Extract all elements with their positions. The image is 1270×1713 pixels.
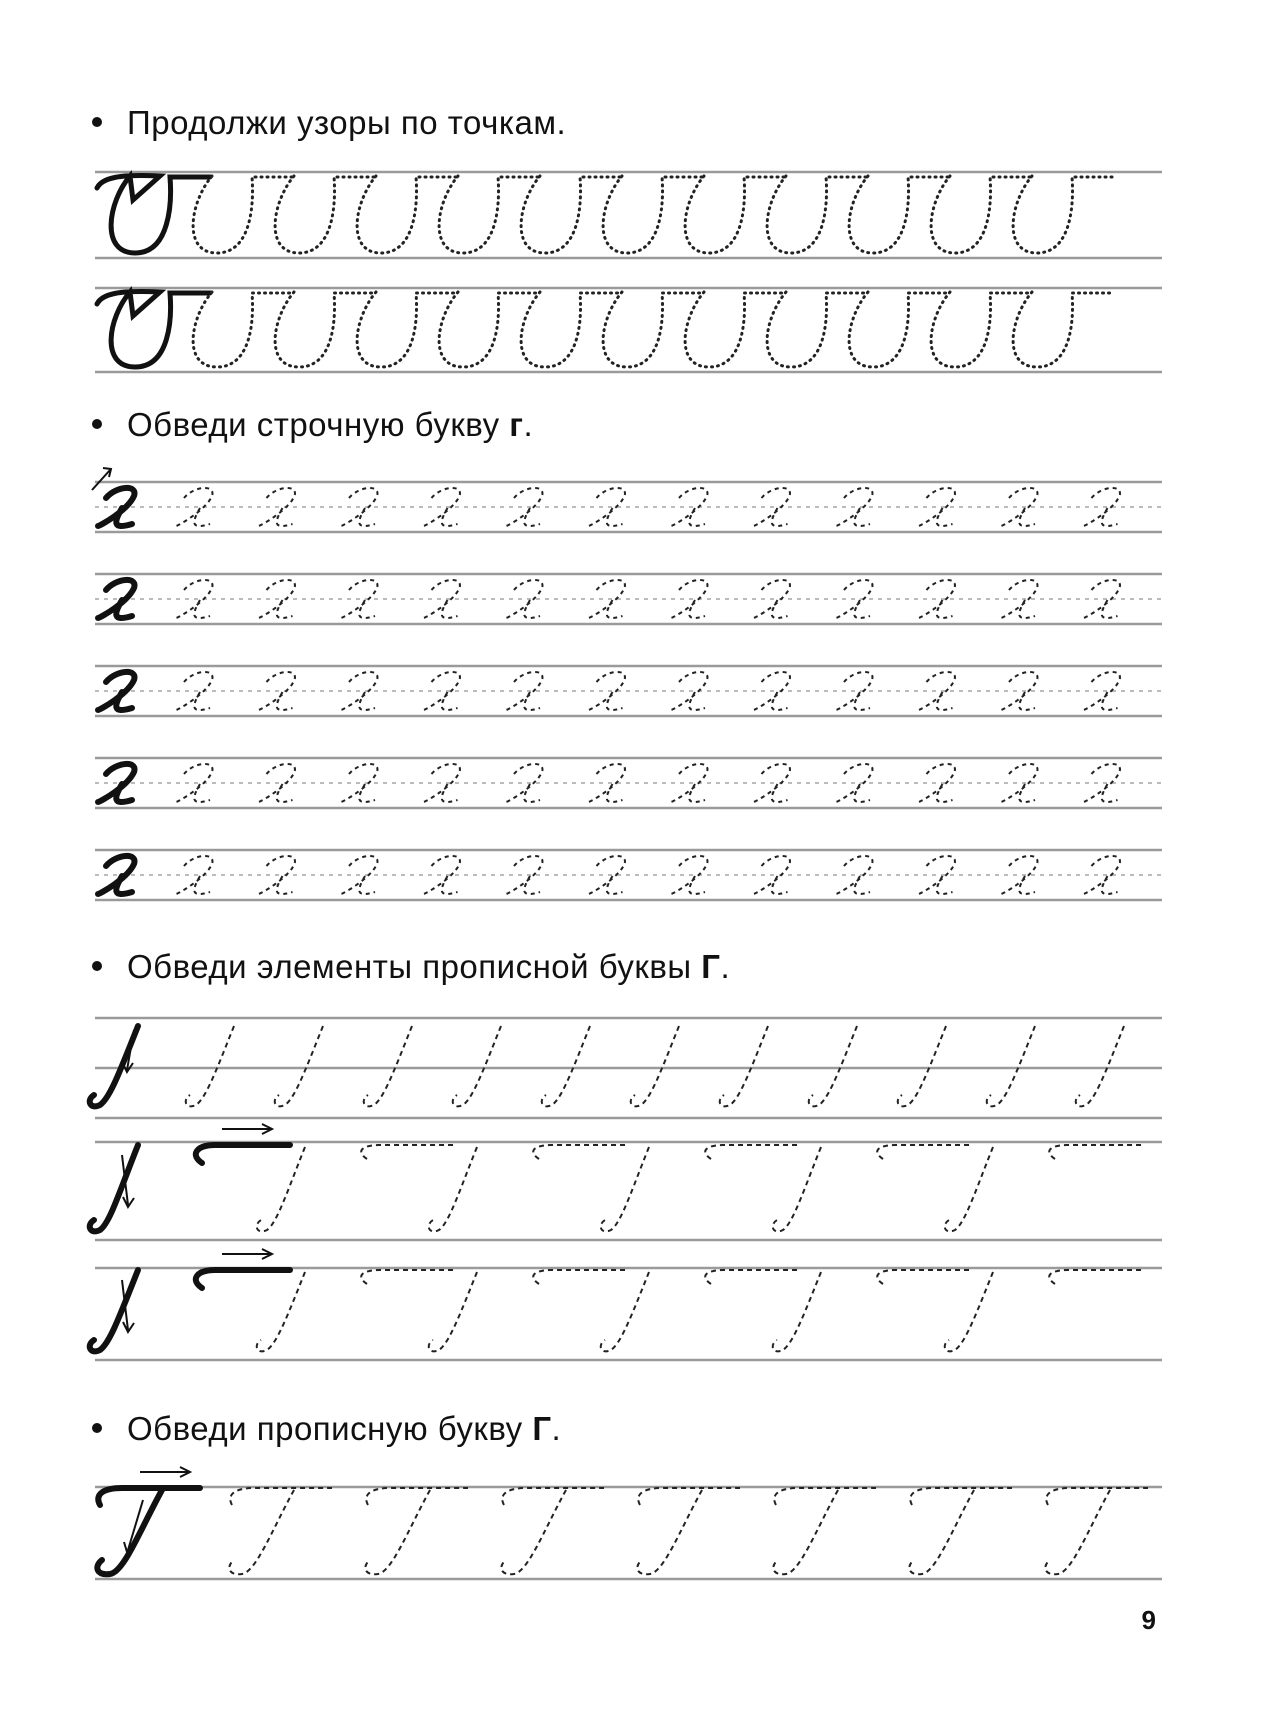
dashed-stem <box>186 1026 234 1106</box>
dashed-uppercase-g <box>773 1488 876 1574</box>
instruction-text: Обведи строчную букву <box>127 406 510 443</box>
instruction-end: . <box>523 406 534 443</box>
solid-stem-sample <box>90 1270 138 1351</box>
right-arrow-icon <box>222 1124 272 1134</box>
dashed-stem <box>429 1147 477 1231</box>
dashed-stem <box>809 1026 857 1106</box>
dashed-stem <box>275 1026 323 1106</box>
dashed-top-stroke <box>533 1270 629 1284</box>
solid-stem-sample <box>90 1145 138 1231</box>
dashed-top-stroke <box>1049 1145 1145 1159</box>
dashed-stem <box>601 1147 649 1231</box>
instruction-end: . <box>551 1410 562 1447</box>
dashed-top-stroke <box>877 1270 973 1284</box>
dashed-stem <box>542 1026 590 1106</box>
solid-top-stroke-sample <box>196 1270 290 1288</box>
uppercase-g-elements-tracing <box>90 1026 1145 1351</box>
loop-patterns <box>97 176 1112 368</box>
ruled-lines <box>95 172 1162 1579</box>
dashed-top-stroke <box>877 1145 973 1159</box>
dashed-stem <box>945 1272 993 1351</box>
solid-top-stroke-sample <box>196 1145 290 1163</box>
dashed-uppercase-g <box>909 1488 1012 1574</box>
right-arrow-icon <box>222 1249 272 1259</box>
dotted-loop-pattern <box>1013 176 1112 253</box>
dashed-uppercase-g <box>637 1488 740 1574</box>
instruction-text: Обведи элементы прописной буквы <box>127 948 702 985</box>
dashed-top-stroke <box>533 1145 629 1159</box>
dashed-stem <box>987 1026 1035 1106</box>
solid-uppercase-g-sample <box>97 1488 200 1574</box>
dashed-stem <box>945 1147 993 1231</box>
instruction-letter: Г <box>701 948 721 985</box>
dashed-top-stroke <box>361 1270 457 1284</box>
instruction-end: . <box>720 948 731 985</box>
dashed-stem <box>601 1272 649 1351</box>
dashed-top-stroke <box>705 1145 801 1159</box>
dashed-top-stroke <box>705 1270 801 1284</box>
dashed-stem <box>257 1147 305 1231</box>
dashed-stem <box>898 1026 946 1106</box>
instruction-letter: Г <box>532 1410 552 1447</box>
dashed-uppercase-g <box>501 1488 604 1574</box>
dashed-stem <box>1076 1026 1124 1106</box>
instruction-text: Обведи прописную букву <box>127 1410 533 1447</box>
dashed-stem <box>720 1026 768 1106</box>
stroke-direction-arrow-icon <box>92 468 111 490</box>
dashed-uppercase-g <box>229 1488 332 1574</box>
dashed-stem <box>257 1272 305 1351</box>
dashed-top-stroke <box>1049 1270 1145 1284</box>
dashed-stem <box>773 1147 821 1231</box>
dashed-top-stroke <box>361 1145 457 1159</box>
dashed-uppercase-g <box>365 1488 468 1574</box>
instruction-letter: г <box>509 406 524 443</box>
dashed-stem <box>453 1026 501 1106</box>
dashed-stem <box>773 1272 821 1351</box>
page-number: 9 <box>1141 1605 1156 1635</box>
dashed-stem <box>364 1026 412 1106</box>
dashed-stem <box>631 1026 679 1106</box>
dashed-stem <box>429 1272 477 1351</box>
dashed-uppercase-g <box>1045 1488 1148 1574</box>
dotted-loop-pattern <box>1013 292 1112 367</box>
right-arrow-icon <box>140 1467 190 1477</box>
instruction-text: Продолжи узоры по точкам. <box>127 104 567 141</box>
uppercase-g-tracing <box>97 1467 1148 1574</box>
